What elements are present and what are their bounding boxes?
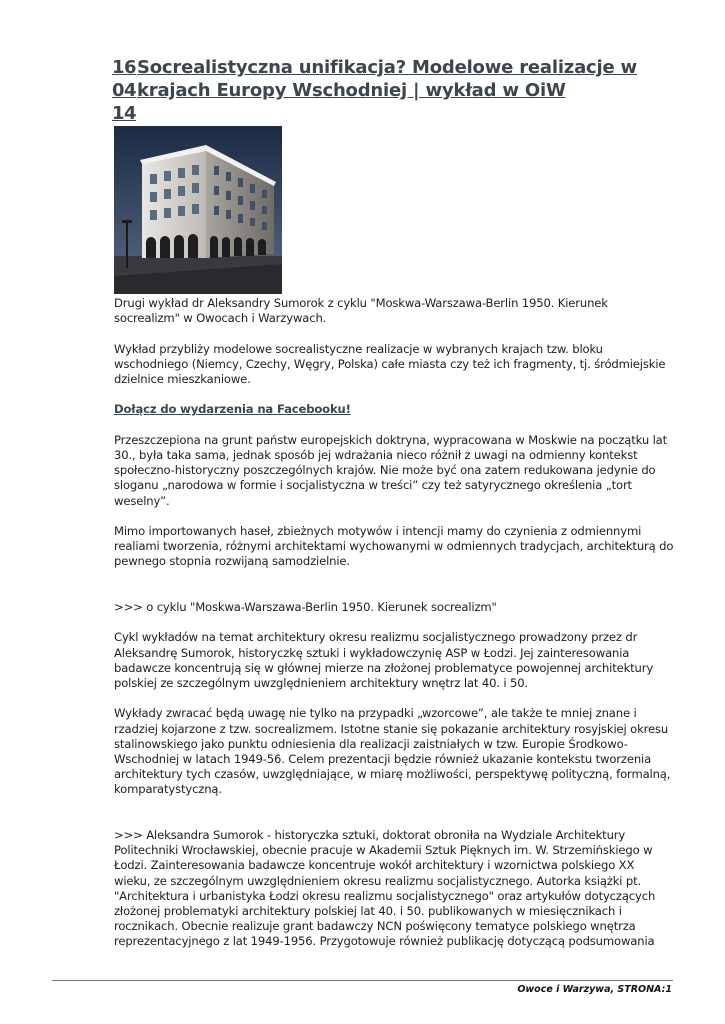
paragraph-series-scope: Wykłady zwracać będą uwagę nie tylko na przypadki „wzorcowe”, ale także te mniej znane i rzadziej kojarzone z tzw. socrealizmem. Istotne stanie się pokazanie architektury rosyjskiej okresu stalinowskiego jako punktu odniesienia dla realizacji zaistniałych w tzw. Europie Środkowo-Wschodniej w latach 1949-56. Celem prezentacji będzie również ukazanie kontekstu tworzenia architektury tych czasów, uwzględniające, w miarę możliwości, perspektywę polityczną, formalną, komparatystyczną.: [114, 706, 671, 797]
post-date: [112, 56, 137, 125]
post-title-link[interactable]: Socrealistyczna unifikacja? Modelowe realizacje w krajach Europy Wschodniej | wykład w OiW: [137, 57, 637, 101]
paragraph-doctrine: Przeszczepiona na grunt państw europejskich doktryna, wypracowana w Moskwie na początku lat 30., była taka sama, jednak sposób jej wdrażania nieco różnił z uwagi na odmienny kontekst społeczno-historyczny poszczególnych krajów. Nie może być ona zatem redukowana jedynie do sloganu „narodowa w formie i socjalistyczna w treści” czy też satyrycznego określenia „tort weselny”.: [114, 432, 668, 508]
paragraph-intro: Drugi wykład dr Aleksandry Sumorok z cyklu "Moskwa-Warszawa-Berlin 1950. Kierunek socrealizm" w Owocach i Warzywach.: [114, 296, 608, 326]
paragraph-summary: Wykład przybliży modelowe socrealistyczne realizacje w wybranych krajach tzw. bloku wschodniego (Niemcy, Czechy, Węgry, Polska) całe miasta czy też ich fragmenty, tj. śródmiejskie dzielnice mieszkaniowe.: [114, 341, 666, 386]
building-photo-icon: [114, 126, 282, 294]
paragraph-author-bio: >>> Aleksandra Sumorok - historyczka sztuki, doktorat obroniła na Wydziale Architektury Politechniki Wrocławskiej, obecnie pracuje w Akademii Sztuk Pięknych im. W. Strzemińskiego w Łodzi. Zainteresowania badawcze koncentruje wokół architektury i wzornictwa polskiego XX wieku, ze szczególnym uwzględnieniem okresu realizmu socjalistycznego. Autorka książki pt. "Architektura i urbanistyka Łodzi okresu realizmu socjalistycznego" oraz artykułów dotyczących złożonej problematyki architektury polskiej lat 40. i 50. publikowanych w miesięcznikach i rocznikach. Obecnie realizuje grant badawczy NCN poświęcony tematyce polskiego wnętrza reprezentacyjnego z lat 1949-1956. Przygotowuje również publikację dotyczącą podsumowania: [114, 827, 656, 949]
post-header: [112, 56, 652, 125]
paragraph-slogans: Mimo importowanych haseł, zbieżnych motywów i intencji mamy do czynienia z odmiennymi realiami tworzenia, różnymi architektami wychowanymi w odmiennych tradycjach, architekturą do pewnego stopnia rozwijaną samodzielnie.: [114, 523, 674, 569]
paragraph-series-about: Cykl wykładów na temat architektury okresu realizmu socjalistycznego prowadzony przez dr Aleksandrę Sumorok, historyczkę sztuki i wykładowczynię ASP w Łodzi. Jej zainteresowania badawcze koncentrują się w głównej mierze na złożonej problematyce powojennej architektury polskiej ze szczególnym uwzględnieniem architektury wnętrz lat 40. i 50.: [114, 630, 654, 690]
facebook-event-paragraph: [114, 402, 674, 417]
post-body: [114, 296, 674, 965]
page-footer: Owoce i Warzywa, STRONA:1: [517, 984, 672, 995]
date-year: 14: [112, 103, 137, 124]
footer-divider: [52, 980, 673, 981]
date-day: 16: [112, 57, 137, 78]
paragraph-series-heading: >>> o cyklu "Moskwa-Warszawa-Berlin 1950. Kierunek socrealizm": [114, 599, 497, 614]
facebook-event-link[interactable]: Dołącz do wydarzenia na Facebooku!: [114, 402, 351, 417]
date-month: 04: [112, 80, 137, 101]
